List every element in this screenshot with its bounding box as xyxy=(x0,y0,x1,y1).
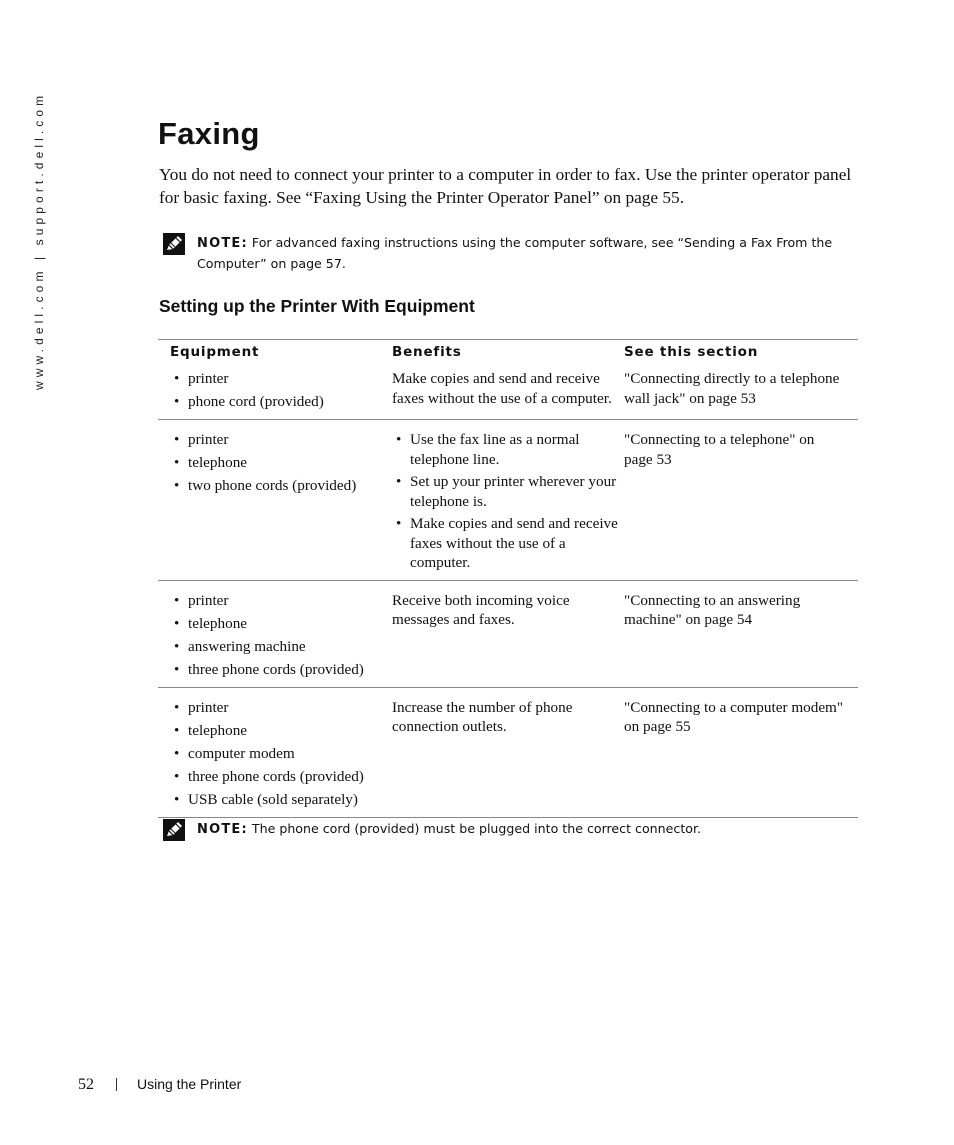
benefits-cell: Receive both incoming voice messages and faxes. xyxy=(392,591,570,628)
page-footer xyxy=(78,1076,241,1094)
equipment-table xyxy=(158,339,858,818)
list-item: • Use the fax line as a normal telephone line. xyxy=(392,430,624,469)
note-text: For advanced faxing instructions using the computer software, see “Sending a Fax From the Computer” on page 57. xyxy=(197,235,833,271)
section-cell: "Connecting to a computer modem" on page 55 xyxy=(624,698,844,735)
note-text: The phone cord (provided) must be plugged into the correct connector. xyxy=(251,821,701,836)
list-item: • computer modem xyxy=(170,744,392,764)
list-item: • phone cord (provided) xyxy=(170,392,392,412)
table-row xyxy=(158,581,858,688)
footer-divider xyxy=(116,1078,117,1091)
list-item: • USB cable (sold separately) xyxy=(170,790,392,810)
list-item: • telephone xyxy=(170,453,392,473)
list-item: • two phone cords (provided) xyxy=(170,476,392,496)
footer-section-name: Using the Printer xyxy=(137,1076,242,1092)
section-cell: "Connecting to an answering machine" on page 54 xyxy=(624,591,801,628)
note-phone-cord xyxy=(163,819,863,840)
list-item: • printer xyxy=(170,698,392,718)
table-row xyxy=(158,688,858,818)
note-pencil-icon xyxy=(163,233,185,255)
list-item: • telephone xyxy=(170,721,392,741)
equipment-cell xyxy=(158,591,392,683)
header-equipment: Equipment xyxy=(170,344,260,360)
intro-paragraph: You do not need to connect your printer to a computer in order to fax. Use the printer operator panel for basic faxing. See “Faxing Using the Printer Operator Panel” on page 55. xyxy=(159,165,852,207)
list-item: • telephone xyxy=(170,614,392,634)
note-pencil-icon xyxy=(163,819,185,841)
list-item: • answering machine xyxy=(170,637,392,657)
list-item: • printer xyxy=(170,591,392,611)
page-number: 52 xyxy=(78,1076,94,1093)
benefits-cell: Increase the number of phone connection outlets. xyxy=(392,698,573,735)
note-label: NOTE: xyxy=(197,236,248,251)
section-cell: "Connecting directly to a telephone wall jack" on page 53 xyxy=(624,370,840,407)
header-benefits: Benefits xyxy=(392,344,462,360)
table-row xyxy=(158,361,858,420)
equipment-cell xyxy=(158,430,392,576)
note-label: NOTE: xyxy=(197,822,248,837)
section-heading: Setting up the Printer With Equipment xyxy=(159,296,475,316)
note-advanced-faxing xyxy=(163,233,863,274)
page-title: Faxing xyxy=(158,116,260,151)
list-item: • printer xyxy=(170,369,392,389)
table-header-row xyxy=(158,340,858,361)
list-item: • three phone cords (provided) xyxy=(170,660,392,680)
benefits-cell xyxy=(392,430,624,576)
list-item: • Set up your printer wherever your telephone is. xyxy=(392,472,624,511)
section-cell: "Connecting to a telephone" on page 53 xyxy=(624,431,815,468)
equipment-cell xyxy=(158,369,392,415)
list-item: • printer xyxy=(170,430,392,450)
equipment-cell xyxy=(158,698,392,813)
list-item: • three phone cords (provided) xyxy=(170,767,392,787)
list-item: • Make copies and send and receive faxes without the use of a computer. xyxy=(392,514,624,573)
side-url: www.dell.com | support.dell.com xyxy=(32,91,46,390)
benefits-cell: Make copies and send and receive faxes without the use of a computer. xyxy=(392,370,612,407)
header-see-section: See this section xyxy=(624,344,759,360)
table-row xyxy=(158,420,858,581)
